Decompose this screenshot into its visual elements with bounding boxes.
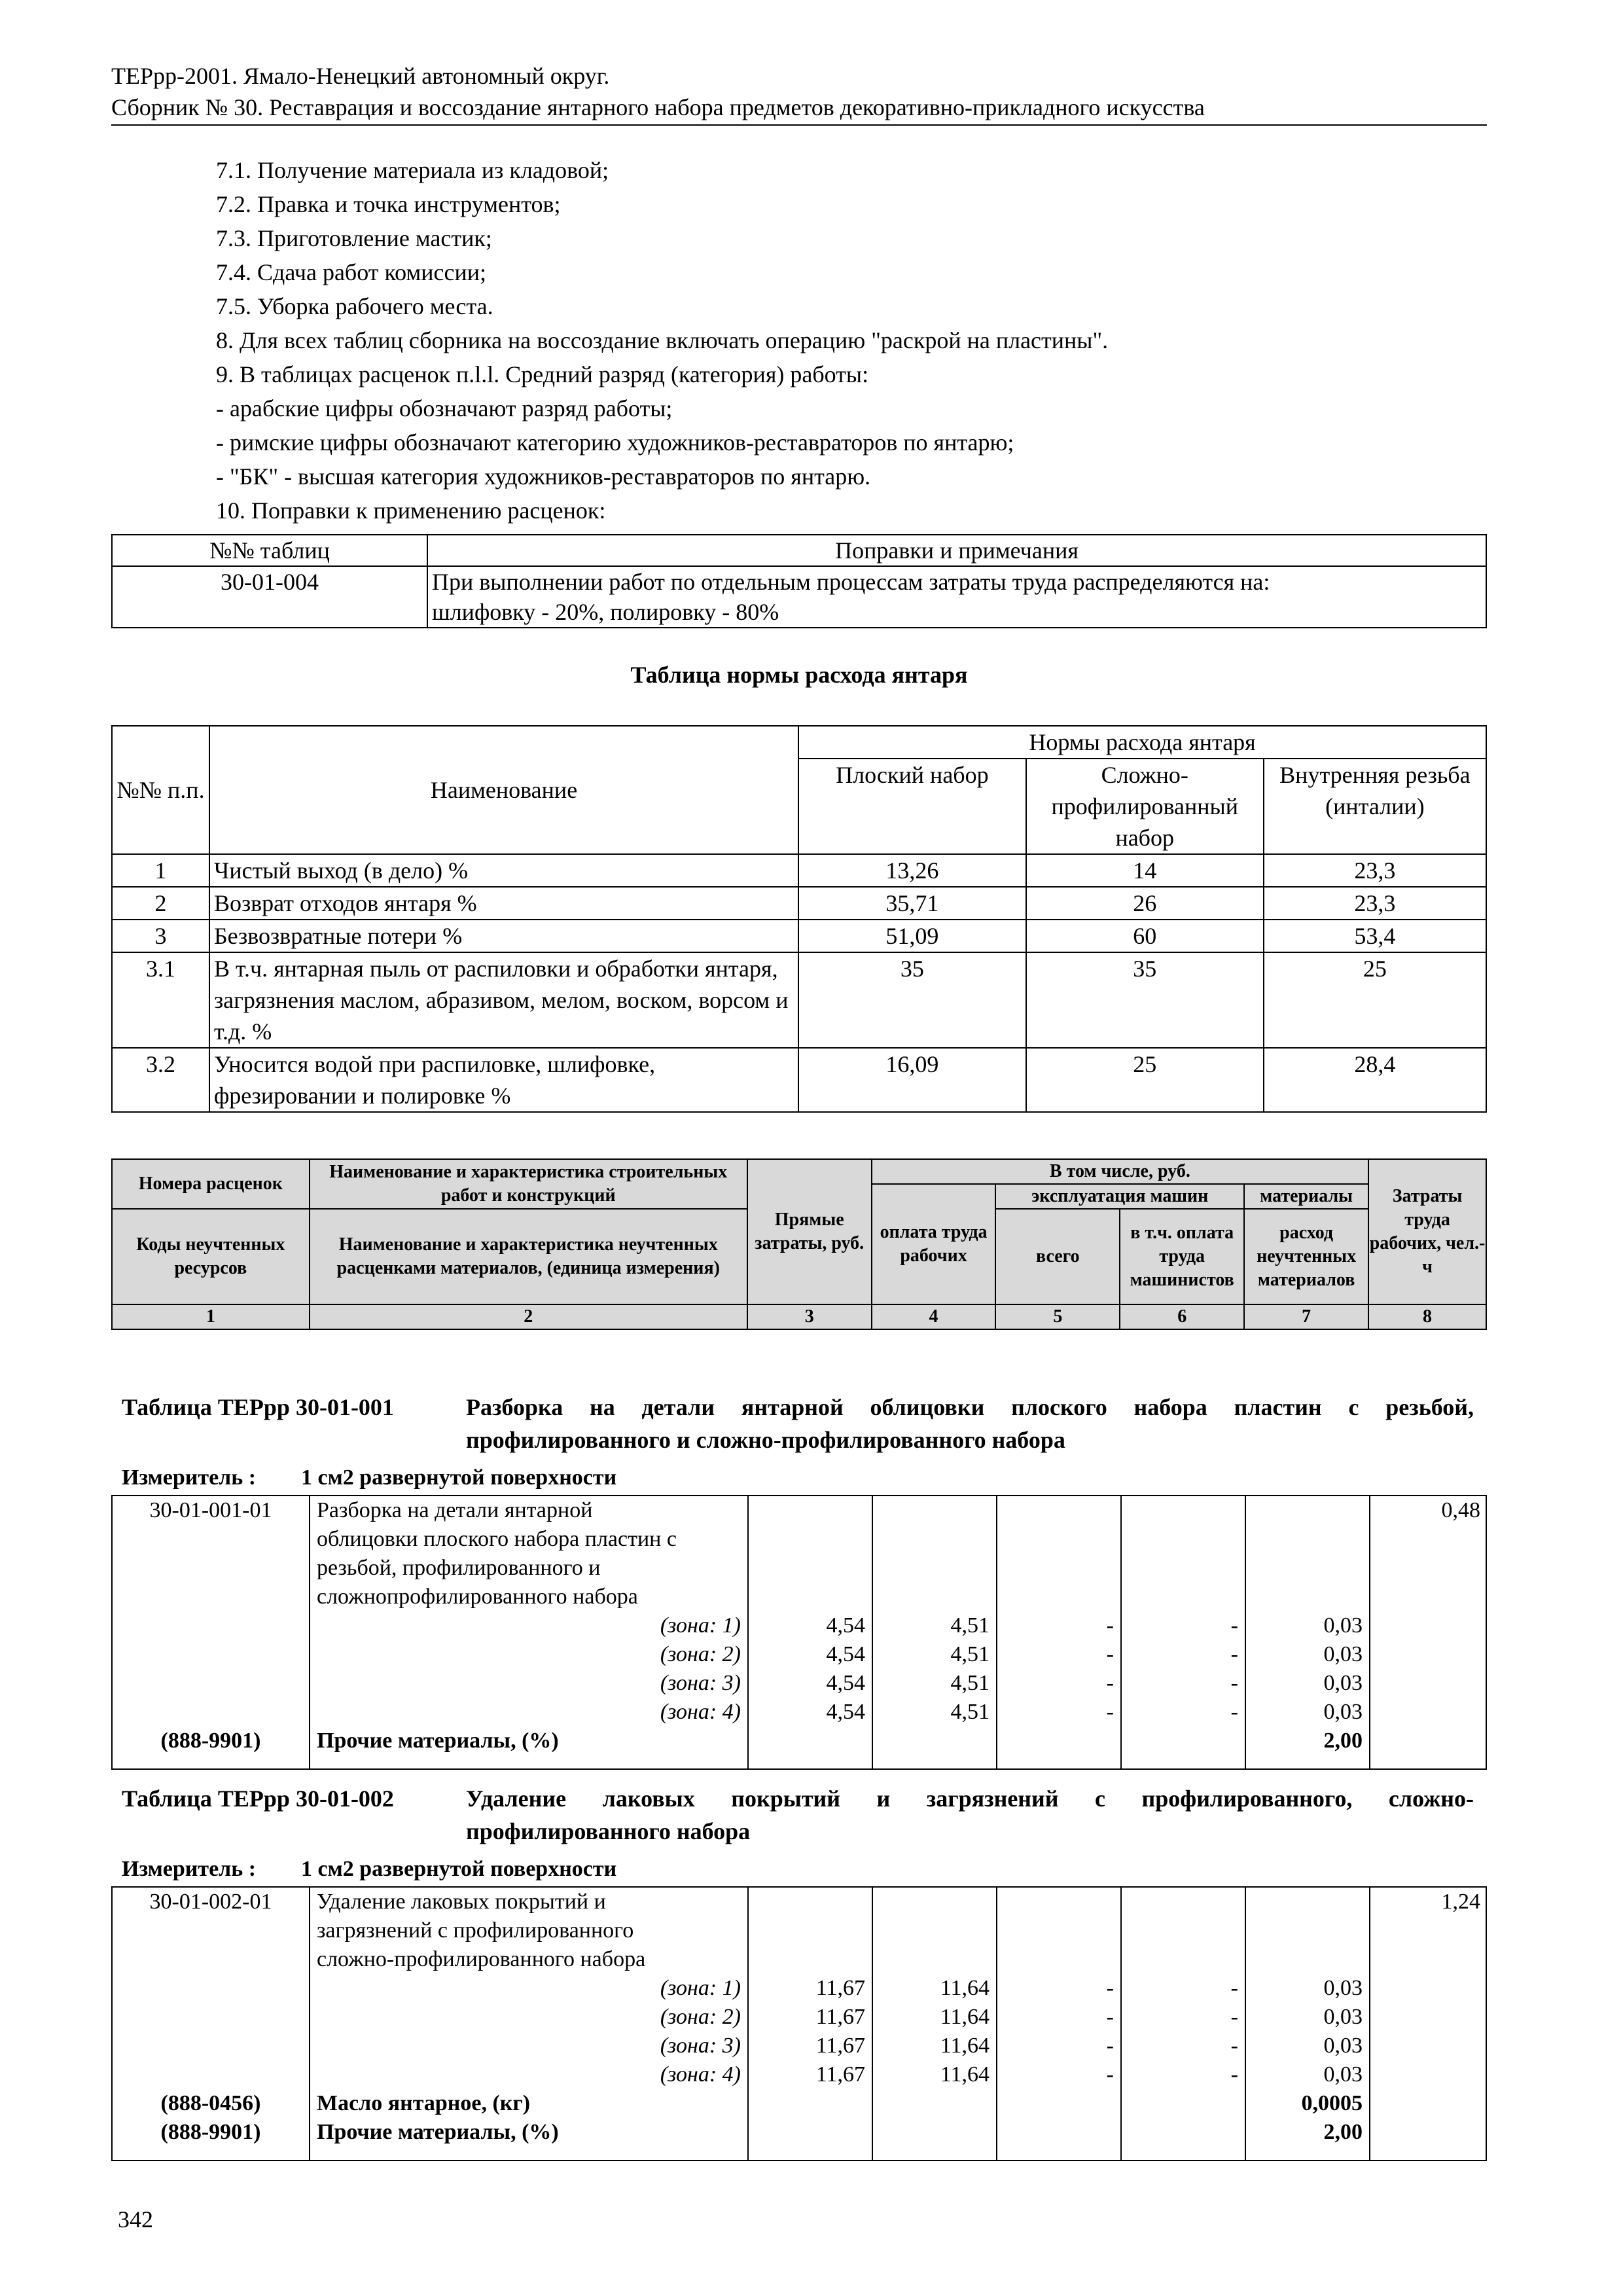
note-item: 7.3. Приготовление мастик; <box>216 225 492 251</box>
rh-materials: материалы <box>1244 1184 1368 1209</box>
rh-col-num: 3 <box>747 1304 872 1329</box>
t1-zone-row <box>113 1698 1486 1727</box>
corr-text-line-1: При выполнении работ по отдельным процессам затраты труда распределяются на: <box>432 569 1270 595</box>
norms-num: 3.1 <box>112 952 209 1048</box>
t2-machinist-pay: - <box>1230 2034 1238 2058</box>
norms-inner: 25 <box>1264 952 1486 1048</box>
rh-col-num: 4 <box>872 1304 996 1329</box>
t1-grid <box>111 1495 1487 1770</box>
norms-flat: 35,71 <box>798 887 1026 920</box>
t2-name-line: сложно-профилированного набора <box>317 1947 646 1971</box>
t1-machines: - <box>1106 1613 1114 1638</box>
note-item: 7.2. Правка и точка инструментов; <box>216 191 561 217</box>
t1-direct: 4,54 <box>826 1700 865 1724</box>
t1-direct: 4,54 <box>826 1671 865 1695</box>
notes-list <box>216 153 1459 528</box>
t2-zone: (зона: 2) <box>660 2005 741 2029</box>
t2-pay: 11,64 <box>940 2062 990 2087</box>
t2-zone: (зона: 4) <box>660 2062 741 2087</box>
t2-materials: 0,03 <box>1323 2005 1363 2029</box>
norms-header-flat: Плоский набор <box>798 759 1026 854</box>
norms-inner: 53,4 <box>1264 920 1486 952</box>
t2-title-line-2: профилированного набора <box>466 1818 751 1844</box>
t1-labor: 0,48 <box>1441 1498 1480 1522</box>
t1-zone-row <box>113 1640 1486 1669</box>
rh-worker-pay: оплата труда рабочих <box>872 1184 996 1304</box>
norms-header-name: Наименование <box>209 726 798 854</box>
t1-zone: (зона: 2) <box>660 1642 741 1666</box>
note-item: - "БК" - высшая категория художников-реставраторов по янтарю. <box>216 463 871 490</box>
t1-materials: 0,03 <box>1323 1671 1363 1695</box>
t2-resource-value: 2,00 <box>1323 2120 1363 2144</box>
t2-zone-row <box>113 2060 1486 2089</box>
norms-row <box>112 854 1486 887</box>
rh-machinist-pay: в т.ч. оплата труда машинистов <box>1120 1209 1244 1304</box>
t2-name-line: загрязнений с профилированного <box>317 1918 634 1943</box>
t2-zone-row <box>113 1974 1486 2003</box>
norms-name: Безвозвратные потери % <box>209 920 798 952</box>
t1-pay: 4,51 <box>950 1700 990 1724</box>
t1-rate-row <box>113 1496 1486 1525</box>
t1-name-line: Разборка на детали янтарной <box>317 1498 593 1522</box>
t2-name-line: Удаление лаковых покрытий и <box>317 1890 606 1914</box>
header-line-2: Сборник № 30. Реставрация и воссоздание янтарного набора предметов декоративно-прикладного искусства <box>111 94 1205 120</box>
t2-zone: (зона: 3) <box>660 2034 741 2058</box>
t1-resource-value: 2,00 <box>1323 1729 1363 1753</box>
t2-zone-row <box>113 2032 1486 2060</box>
rh-labor-costs: Затраты труда рабочих, чел.-ч <box>1368 1159 1486 1304</box>
rh-col-num: 6 <box>1120 1304 1244 1329</box>
t1-machinist-pay: - <box>1230 1671 1238 1695</box>
norms-num: 3.2 <box>112 1048 209 1112</box>
corr-header-tables: №№ таблиц <box>112 535 427 566</box>
norms-complex: 14 <box>1026 854 1264 887</box>
t1-machinist-pay: - <box>1230 1642 1238 1666</box>
t2-direct: 11,67 <box>815 2062 865 2087</box>
t1-materials: 0,03 <box>1323 1642 1363 1666</box>
norms-table <box>111 725 1487 1113</box>
t1-resource-row <box>113 1727 1486 1755</box>
rh-col-num: 2 <box>310 1304 747 1329</box>
t2-machinist-pay: - <box>1230 2062 1238 2087</box>
t2-pay: 11,64 <box>940 2034 990 2058</box>
corr-table-number: 30-01-004 <box>112 566 427 628</box>
norms-complex: 60 <box>1026 920 1264 952</box>
t2-machinist-pay: - <box>1230 1976 1238 2000</box>
note-item: 7.4. Сдача работ комиссии; <box>216 259 487 285</box>
rh-resource-codes: Коды неучтенных ресурсов <box>112 1209 310 1304</box>
norms-flat: 13,26 <box>798 854 1026 887</box>
t1-zone: (зона: 1) <box>660 1613 741 1638</box>
corrections-table <box>111 534 1487 628</box>
norms-complex: 35 <box>1026 952 1264 1048</box>
rh-col-num: 5 <box>995 1304 1120 1329</box>
t2-direct: 11,67 <box>815 1976 865 2000</box>
norms-name: Возврат отходов янтаря % <box>209 887 798 920</box>
rh-col-num: 8 <box>1368 1304 1486 1329</box>
t2-direct: 11,67 <box>815 2034 865 2058</box>
norms-header-complex: Сложно-профилированный набор <box>1026 759 1264 854</box>
t2-direct: 11,67 <box>815 2005 865 2029</box>
t2-machinist-pay: - <box>1230 2005 1238 2029</box>
note-item: 8. Для всех таблиц сборника на воссоздание включать операцию "раскрой на пластины". <box>216 327 1109 353</box>
note-item: - арабские цифры обозначают разряд работы; <box>216 395 673 422</box>
t1-direct: 4,54 <box>826 1613 865 1638</box>
norms-flat: 16,09 <box>798 1048 1026 1112</box>
t2-pay: 11,64 <box>940 2005 990 2029</box>
rh-incl-group: В том числе, руб. <box>872 1159 1368 1184</box>
t1-name-line: резьбой, профилированного и <box>317 1556 601 1580</box>
t1-rate-code: 30-01-001-01 <box>149 1498 272 1522</box>
norms-header-num: №№ п.п. <box>112 726 209 854</box>
t2-title-line-1: Удаление лаковых покрытий и загрязнений с профилированного, сложно- <box>466 1785 1474 1812</box>
header-rule <box>111 124 1487 126</box>
note-item: 7.5. Уборка рабочего места. <box>216 293 493 319</box>
t1-zone: (зона: 3) <box>660 1671 741 1695</box>
t2-title-code: Таблица ТЕРрр 30-01-002 <box>122 1785 394 1812</box>
note-item: 10. Поправки к применению расценок: <box>216 497 606 524</box>
t2-rate-row <box>113 1888 1486 1916</box>
rh-material-name: Наименование и характеристика неучтенных расценками материалов, (единица измерения) <box>310 1209 747 1304</box>
t1-direct: 4,54 <box>826 1642 865 1666</box>
corr-text-line-2: шлифовку - 20%, полировку - 80% <box>432 599 779 625</box>
t1-machinist-pay: - <box>1230 1613 1238 1638</box>
t1-name-line: облицовки плоского набора пластин с <box>317 1527 677 1551</box>
t2-resource-code: (888-0456) <box>160 2091 261 2115</box>
norms-name: В т.ч. янтарная пыль от распиловки и обработки янтаря, загрязнения маслом, абразивом, мелом, воском, ворсом и т.д. % <box>209 952 798 1048</box>
norms-name: Чистый выход (в дело) % <box>209 854 798 887</box>
corr-header-notes: Поправки и примечания <box>427 535 1486 566</box>
running-header <box>111 60 1486 123</box>
norms-row <box>112 887 1486 920</box>
rh-work-name: Наименование и характеристика строительных работ и конструкций <box>310 1159 747 1209</box>
t2-resource-row <box>113 2089 1486 2118</box>
norms-complex: 25 <box>1026 1048 1264 1112</box>
t1-resource-code: (888-9901) <box>160 1729 261 1753</box>
norms-name: Уносится водой при распиловке, шлифовке, фрезировании и полировке % <box>209 1048 798 1112</box>
t2-machines: - <box>1106 1976 1114 2000</box>
t1-machines: - <box>1106 1671 1114 1695</box>
norms-inner: 23,3 <box>1264 854 1486 887</box>
t1-pay: 4,51 <box>950 1671 990 1695</box>
rates-header-table <box>111 1158 1487 1330</box>
t1-name-line: сложнопрофилированного набора <box>317 1585 638 1609</box>
norms-header-group: Нормы расхода янтаря <box>798 726 1486 759</box>
t2-grid <box>111 1886 1487 2161</box>
norms-inner: 23,3 <box>1264 887 1486 920</box>
t1-zone-row <box>113 1669 1486 1698</box>
t2-resource-name: Прочие материалы, (%) <box>317 2120 559 2144</box>
rh-rate-numbers: Номера расценок <box>112 1159 310 1209</box>
t1-zone: (зона: 4) <box>660 1700 741 1724</box>
norms-flat: 51,09 <box>798 920 1026 952</box>
norms-header-inner: Внутренняя резьба (инталии) <box>1264 759 1486 854</box>
t2-resource-name: Масло янтарное, (кг) <box>317 2091 531 2115</box>
t2-machines: - <box>1106 2005 1114 2029</box>
t2-machines: - <box>1106 2034 1114 2058</box>
norms-flat: 35 <box>798 952 1026 1048</box>
rh-col-num: 7 <box>1244 1304 1368 1329</box>
rh-machines: эксплуатация машин <box>995 1184 1244 1209</box>
norms-complex: 26 <box>1026 887 1264 920</box>
t2-pay: 11,64 <box>940 1976 990 2000</box>
t1-machines: - <box>1106 1642 1114 1666</box>
norms-inner: 28,4 <box>1264 1048 1486 1112</box>
t1-machines: - <box>1106 1700 1114 1724</box>
t2-zone: (зона: 1) <box>660 1976 741 2000</box>
t1-machinist-pay: - <box>1230 1700 1238 1724</box>
t1-title-line-1: Разборка на детали янтарной облицовки плоского набора пластин с резьбой, <box>466 1394 1474 1420</box>
t1-pay: 4,51 <box>950 1613 990 1638</box>
norms-row <box>112 952 1486 1048</box>
rh-unaccounted-materials: расход неучтенных материалов <box>1244 1209 1368 1304</box>
rh-col-num: 1 <box>112 1304 310 1329</box>
page-number: 342 <box>118 2206 153 2233</box>
t1-title-line-2: профилированного и сложно-профилированного набора <box>466 1427 1065 1453</box>
norms-row <box>112 920 1486 952</box>
t1-measure-label: Измеритель : <box>122 1465 257 1490</box>
t2-materials: 0,03 <box>1323 2034 1363 2058</box>
rh-machines-total: всего <box>995 1209 1120 1304</box>
t1-pay: 4,51 <box>950 1642 990 1666</box>
t2-machines: - <box>1106 2062 1114 2087</box>
t2-rate-code: 30-01-002-01 <box>149 1890 272 1914</box>
t2-materials: 0,03 <box>1323 1976 1363 2000</box>
t1-materials: 0,03 <box>1323 1700 1363 1724</box>
corr-text <box>427 566 1486 628</box>
header-line-1: ТЕРрр-2001. Ямало-Ненецкий автономный округ. <box>111 63 610 89</box>
t1-title-code: Таблица ТЕРрр 30-01-001 <box>122 1394 394 1420</box>
t1-resource-name: Прочие материалы, (%) <box>317 1729 559 1753</box>
t2-resource-row <box>113 2118 1486 2147</box>
t2-measure-value: 1 см2 развернутой поверхности <box>301 1857 617 1881</box>
note-item: - римские цифры обозначают категорию художников-реставраторов по янтарю; <box>216 429 1014 456</box>
t2-labor: 1,24 <box>1441 1890 1480 1914</box>
t2-zone-row <box>113 2003 1486 2032</box>
norms-caption: Таблица нормы расхода янтаря <box>630 662 968 688</box>
t1-materials: 0,03 <box>1323 1613 1363 1638</box>
note-item: 9. В таблицах расценок п.l.l. Средний разряд (категория) работы: <box>216 361 869 387</box>
note-item: 7.1. Получение материала из кладовой; <box>216 157 609 183</box>
norms-num: 2 <box>112 887 209 920</box>
t1-zone-row <box>113 1611 1486 1640</box>
t2-resource-code: (888-9901) <box>160 2120 261 2144</box>
t2-materials: 0,03 <box>1323 2062 1363 2087</box>
norms-row <box>112 1048 1486 1112</box>
norms-num: 1 <box>112 854 209 887</box>
norms-num: 3 <box>112 920 209 952</box>
rh-direct-costs: Прямые затраты, руб. <box>747 1159 872 1304</box>
t2-measure-label: Измеритель : <box>122 1857 257 1881</box>
t2-resource-value: 0,0005 <box>1301 2091 1363 2115</box>
t1-measure-value: 1 см2 развернутой поверхности <box>301 1465 617 1490</box>
